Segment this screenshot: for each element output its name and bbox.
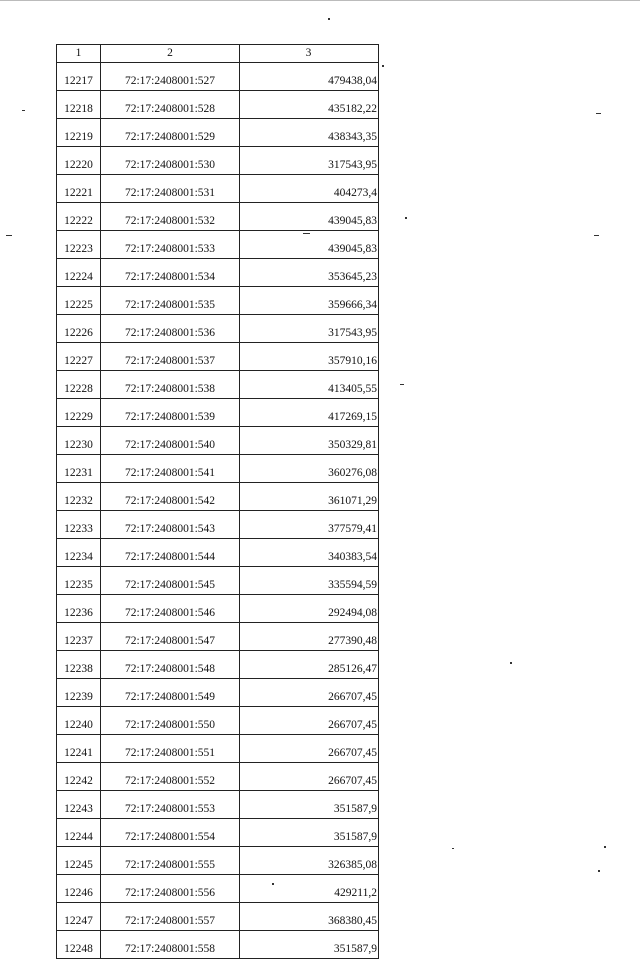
- cadastral-value-table: [56, 44, 379, 959]
- table-row: [57, 875, 379, 903]
- scan-speck: [22, 110, 25, 111]
- cadastral-number-cell: 72:17:2408001:528: [101, 91, 240, 119]
- row-number-cell: 12222: [57, 203, 101, 231]
- row-number-cell: 12243: [57, 791, 101, 819]
- cadastral-value-cell: 359666,34: [240, 287, 379, 315]
- table-row: [57, 119, 379, 147]
- table-row: [57, 707, 379, 735]
- cadastral-value-cell: 326385,08: [240, 847, 379, 875]
- cadastral-value-cell: 317543,95: [240, 315, 379, 343]
- table-body: [57, 63, 379, 959]
- cadastral-number-cell: 72:17:2408001:530: [101, 147, 240, 175]
- table-row: [57, 147, 379, 175]
- cadastral-number-cell: 72:17:2408001:531: [101, 175, 240, 203]
- cadastral-number-cell: 72:17:2408001:549: [101, 679, 240, 707]
- row-number-cell: 12246: [57, 875, 101, 903]
- cadastral-number-cell: 72:17:2408001:532: [101, 203, 240, 231]
- row-number-cell: 12230: [57, 427, 101, 455]
- scan-speck: [596, 113, 601, 114]
- table-row: [57, 455, 379, 483]
- table-header-row: [57, 45, 379, 63]
- cadastral-value-cell: 357910,16: [240, 343, 379, 371]
- cadastral-number-cell: 72:17:2408001:547: [101, 623, 240, 651]
- row-number-cell: 12227: [57, 343, 101, 371]
- row-number-cell: 12238: [57, 651, 101, 679]
- cadastral-number-cell: 72:17:2408001:527: [101, 63, 240, 91]
- row-number-cell: 12248: [57, 931, 101, 959]
- scan-speck: [382, 65, 384, 67]
- cadastral-value-cell: 350329,81: [240, 427, 379, 455]
- table-row: [57, 231, 379, 259]
- cadastral-number-cell: 72:17:2408001:557: [101, 903, 240, 931]
- row-number-cell: 12221: [57, 175, 101, 203]
- table-row: [57, 679, 379, 707]
- row-number-cell: 12247: [57, 903, 101, 931]
- cadastral-number-cell: 72:17:2408001:544: [101, 539, 240, 567]
- cadastral-number-cell: 72:17:2408001:546: [101, 595, 240, 623]
- scan-speck: [6, 235, 12, 236]
- scan-speck: [510, 662, 512, 664]
- scan-speck: [604, 846, 606, 848]
- table-row: [57, 315, 379, 343]
- cadastral-value-cell: 438343,35: [240, 119, 379, 147]
- cadastral-value-cell: 292494,08: [240, 595, 379, 623]
- cadastral-value-cell: 435182,22: [240, 91, 379, 119]
- cadastral-value-cell: 413405,55: [240, 371, 379, 399]
- table-row: [57, 371, 379, 399]
- scan-speck: [272, 883, 274, 885]
- cadastral-value-cell: 479438,04: [240, 63, 379, 91]
- cadastral-number-cell: 72:17:2408001:551: [101, 735, 240, 763]
- row-number-cell: 12220: [57, 147, 101, 175]
- table-row: [57, 651, 379, 679]
- header-col-1: 1: [57, 45, 101, 63]
- table-row: [57, 567, 379, 595]
- cadastral-value-cell: 368380,45: [240, 903, 379, 931]
- header-col-2: 2: [101, 45, 240, 63]
- row-number-cell: 12236: [57, 595, 101, 623]
- scan-speck: [598, 870, 600, 872]
- table-row: [57, 343, 379, 371]
- table-row: [57, 539, 379, 567]
- cadastral-value-cell: 351587,9: [240, 931, 379, 959]
- table-row: [57, 175, 379, 203]
- cadastral-number-cell: 72:17:2408001:538: [101, 371, 240, 399]
- cadastral-number-cell: 72:17:2408001:556: [101, 875, 240, 903]
- row-number-cell: 12242: [57, 763, 101, 791]
- cadastral-number-cell: 72:17:2408001:536: [101, 315, 240, 343]
- cadastral-number-cell: 72:17:2408001:553: [101, 791, 240, 819]
- row-number-cell: 12223: [57, 231, 101, 259]
- row-number-cell: 12241: [57, 735, 101, 763]
- cadastral-value-cell: 266707,45: [240, 735, 379, 763]
- row-number-cell: 12217: [57, 63, 101, 91]
- cadastral-value-cell: 439045,83: [240, 203, 379, 231]
- cadastral-number-cell: 72:17:2408001:543: [101, 511, 240, 539]
- cadastral-number-cell: 72:17:2408001:552: [101, 763, 240, 791]
- table-row: [57, 763, 379, 791]
- cadastral-value-cell: 361071,29: [240, 483, 379, 511]
- row-number-cell: 12240: [57, 707, 101, 735]
- cadastral-number-cell: 72:17:2408001:555: [101, 847, 240, 875]
- table-row: [57, 791, 379, 819]
- table-row: [57, 595, 379, 623]
- table-row: [57, 63, 379, 91]
- table-row: [57, 847, 379, 875]
- cadastral-number-cell: 72:17:2408001:558: [101, 931, 240, 959]
- table-row: [57, 399, 379, 427]
- table-row: [57, 931, 379, 959]
- row-number-cell: 12239: [57, 679, 101, 707]
- cadastral-number-cell: 72:17:2408001:550: [101, 707, 240, 735]
- row-number-cell: 12224: [57, 259, 101, 287]
- cadastral-value-cell: 340383,54: [240, 539, 379, 567]
- row-number-cell: 12228: [57, 371, 101, 399]
- cadastral-value-cell: 429211,2: [240, 875, 379, 903]
- cadastral-number-cell: 72:17:2408001:542: [101, 483, 240, 511]
- header-col-3: 3: [240, 45, 379, 63]
- cadastral-value-cell: 266707,45: [240, 707, 379, 735]
- cadastral-number-cell: 72:17:2408001:541: [101, 455, 240, 483]
- row-number-cell: 12244: [57, 819, 101, 847]
- row-number-cell: 12235: [57, 567, 101, 595]
- row-number-cell: 12234: [57, 539, 101, 567]
- cadastral-value-cell: 266707,45: [240, 679, 379, 707]
- row-number-cell: 12233: [57, 511, 101, 539]
- cadastral-number-cell: 72:17:2408001:534: [101, 259, 240, 287]
- scan-speck: [328, 18, 330, 20]
- scan-speck: [400, 384, 404, 385]
- cadastral-value-cell: 351587,9: [240, 819, 379, 847]
- cadastral-number-cell: 72:17:2408001:548: [101, 651, 240, 679]
- table-row: [57, 819, 379, 847]
- row-number-cell: 12219: [57, 119, 101, 147]
- cadastral-number-cell: 72:17:2408001:535: [101, 287, 240, 315]
- row-number-cell: 12218: [57, 91, 101, 119]
- table-row: [57, 427, 379, 455]
- table-row: [57, 483, 379, 511]
- cadastral-value-cell: 285126,47: [240, 651, 379, 679]
- cadastral-number-cell: 72:17:2408001:537: [101, 343, 240, 371]
- cadastral-number-cell: 72:17:2408001:545: [101, 567, 240, 595]
- cadastral-value-cell: 335594,59: [240, 567, 379, 595]
- cadastral-value-cell: 377579,41: [240, 511, 379, 539]
- page-top-edge: [0, 0, 640, 1]
- cadastral-value-cell: 277390,48: [240, 623, 379, 651]
- table-row: [57, 259, 379, 287]
- cadastral-value-cell: 404273,4: [240, 175, 379, 203]
- table-row: [57, 623, 379, 651]
- row-number-cell: 12231: [57, 455, 101, 483]
- cadastral-number-cell: 72:17:2408001:529: [101, 119, 240, 147]
- scan-speck: [405, 217, 407, 219]
- cadastral-value-cell: 351587,9: [240, 791, 379, 819]
- cadastral-value-cell: 317543,95: [240, 147, 379, 175]
- row-number-cell: 12229: [57, 399, 101, 427]
- cadastral-value-cell: 266707,45: [240, 763, 379, 791]
- row-number-cell: 12237: [57, 623, 101, 651]
- table-row: [57, 735, 379, 763]
- row-number-cell: 12225: [57, 287, 101, 315]
- table-row: [57, 287, 379, 315]
- cadastral-value-cell: 360276,08: [240, 455, 379, 483]
- scan-speck: [303, 233, 310, 234]
- cadastral-number-cell: 72:17:2408001:533: [101, 231, 240, 259]
- table-row: [57, 91, 379, 119]
- row-number-cell: 12245: [57, 847, 101, 875]
- scan-speck: [452, 848, 454, 849]
- table-row: [57, 203, 379, 231]
- cadastral-value-cell: 439045,83: [240, 231, 379, 259]
- row-number-cell: 12226: [57, 315, 101, 343]
- table-row: [57, 511, 379, 539]
- row-number-cell: 12232: [57, 483, 101, 511]
- cadastral-value-cell: 353645,23: [240, 259, 379, 287]
- cadastral-number-cell: 72:17:2408001:540: [101, 427, 240, 455]
- scan-speck: [594, 235, 599, 236]
- cadastral-number-cell: 72:17:2408001:554: [101, 819, 240, 847]
- table-row: [57, 903, 379, 931]
- cadastral-number-cell: 72:17:2408001:539: [101, 399, 240, 427]
- cadastral-value-cell: 417269,15: [240, 399, 379, 427]
